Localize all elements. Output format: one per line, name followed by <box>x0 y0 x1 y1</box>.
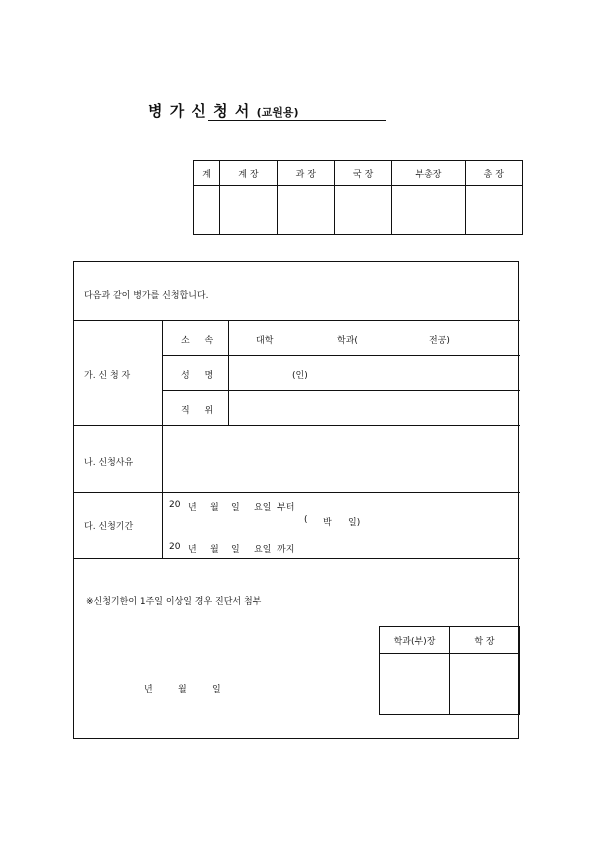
end-day: 일 <box>231 545 240 555</box>
attachment-note: ※신청기한이 1주일 이상일 경우 진단서 첨부 <box>86 597 262 607</box>
divider <box>74 425 520 426</box>
divider <box>74 558 520 559</box>
approval-sign-cell[interactable] <box>334 186 391 235</box>
duration-nights: 박 <box>323 518 332 528</box>
signature-header-dept-head: 학과(부)장 <box>380 627 450 654</box>
signature-sign-cell[interactable] <box>450 654 520 715</box>
affiliation-label: 소 속 <box>181 336 220 346</box>
end-year: 년 <box>188 545 197 555</box>
section-a-label: 가. 신 청 자 <box>84 371 131 381</box>
approval-sign-cell[interactable] <box>194 186 220 235</box>
approval-table <box>193 160 523 235</box>
approval-header-clerk: 계 <box>194 161 220 186</box>
affiliation-major: 전공) <box>429 336 450 346</box>
position-label: 직 위 <box>181 406 220 416</box>
approval-sign-cell[interactable] <box>220 186 277 235</box>
approval-header-section-head: 과 장 <box>277 161 334 186</box>
section-b-label: 나. 신청사유 <box>84 458 134 468</box>
date-month: 월 <box>178 685 187 695</box>
approval-header-chief: 계 장 <box>220 161 277 186</box>
start-day: 일 <box>231 503 240 513</box>
divider <box>74 320 520 321</box>
affiliation-dept: 학과( <box>337 336 358 346</box>
document-title <box>148 100 299 121</box>
divider <box>228 320 229 425</box>
signature-header-row <box>380 627 520 654</box>
approval-sign-cell[interactable] <box>277 186 334 235</box>
duration-open: ( <box>304 515 308 525</box>
start-suffix: 부터 <box>277 503 295 513</box>
section-c-label: 다. 신청기간 <box>84 522 134 532</box>
approval-header-row <box>194 161 523 186</box>
divider <box>162 390 520 391</box>
approval-sign-row <box>194 186 523 235</box>
approval-sign-cell[interactable] <box>392 186 465 235</box>
end-weekday: 요일 <box>254 545 272 555</box>
title-subtitle: (교원용) <box>256 106 299 119</box>
affiliation-college: 대학 <box>256 336 274 346</box>
seal-mark: (인) <box>292 371 308 381</box>
signature-table <box>379 626 520 715</box>
start-month: 월 <box>210 503 219 513</box>
approval-sign-cell[interactable] <box>465 186 522 235</box>
duration-days: 일) <box>348 518 361 528</box>
name-label: 성 명 <box>181 371 220 381</box>
start-year-prefix: 20 <box>169 500 181 510</box>
signature-header-dean: 학 장 <box>450 627 520 654</box>
approval-header-director: 국 장 <box>334 161 391 186</box>
start-year: 년 <box>188 503 197 513</box>
end-suffix: 까지 <box>277 545 295 555</box>
end-year-prefix: 20 <box>169 542 181 552</box>
title-text: 병 가 신 청 서 <box>148 102 251 120</box>
signature-sign-cell[interactable] <box>380 654 450 715</box>
date-year: 년 <box>144 685 153 695</box>
divider <box>74 492 520 493</box>
form-intro: 다음과 같이 병가를 신청합니다. <box>84 291 209 301</box>
end-month: 월 <box>210 545 219 555</box>
approval-header-president: 총 장 <box>465 161 522 186</box>
start-weekday: 요일 <box>254 503 272 513</box>
approval-header-vice-president: 부총장 <box>392 161 465 186</box>
divider <box>162 320 163 558</box>
date-day: 일 <box>212 685 221 695</box>
title-underline <box>208 120 386 121</box>
signature-sign-row <box>380 654 520 715</box>
divider <box>162 355 520 356</box>
